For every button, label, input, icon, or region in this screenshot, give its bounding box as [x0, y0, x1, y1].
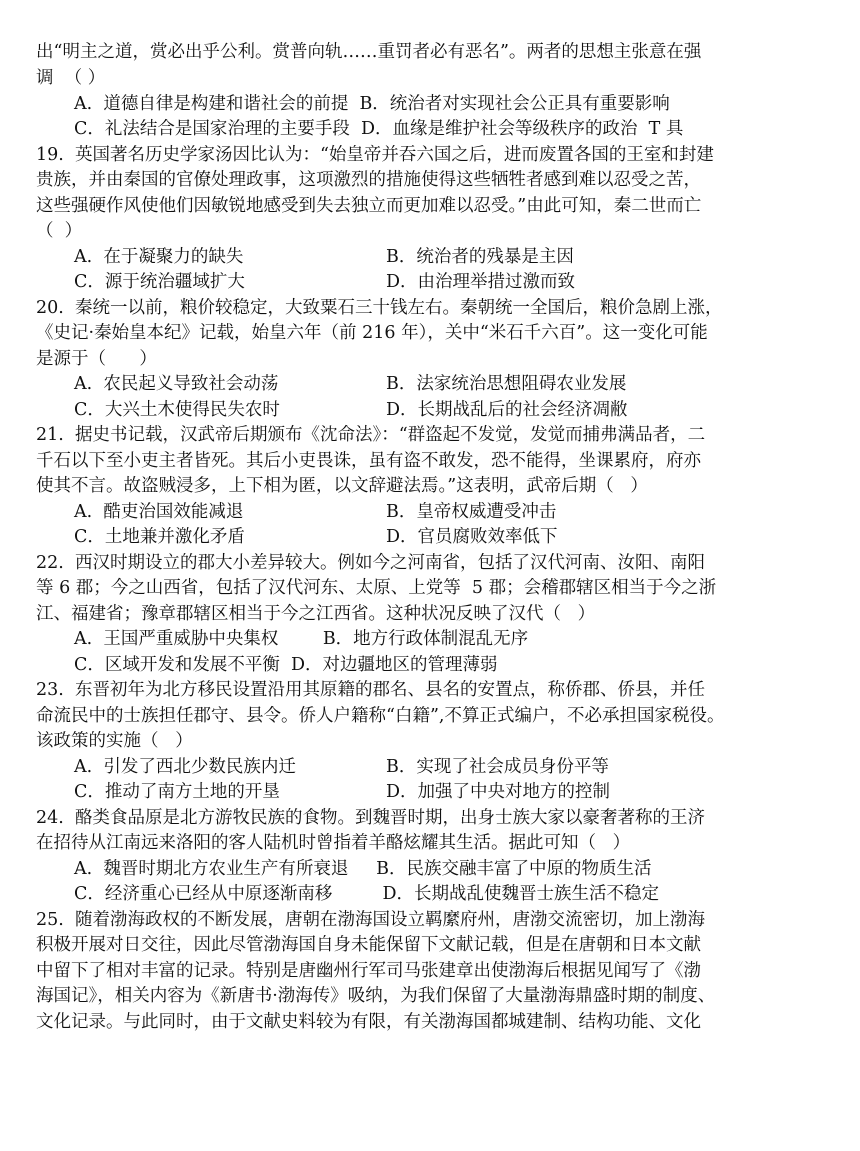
text-line: 积极开展对日交往，因此尽管渤海国自身未能保留下文献记载，但是在唐朝和日本文献 [36, 935, 701, 955]
option-line: A. 王国严重威胁中央集权 B．地方行政体制混乱无序 [74, 629, 529, 649]
text-line: 该政策的实施（ ） [36, 731, 193, 751]
text-line: 江、福建省；豫章郡辖区相当于今之江西省。这种状况反映了汉代（ ） [36, 604, 596, 624]
text-line: 海国记》，相关内容为《新唐书·渤海传》吸纳，为我们保留了大量渤海鼎盛时期的制度、 [36, 986, 716, 1006]
question-24-stem: 24. 酪类食品原是北方游牧民族的食物。到魏晋时期，出身士族大家以豪奢著称的王济 [36, 808, 705, 828]
option-a: A. 酷吏治国效能减退 [74, 502, 244, 522]
text-line: 使其不言。故盗贼浸多，上下相为匿，以文辞避法焉。”这表明，武帝后期（ ） [36, 476, 648, 496]
option-line: C．礼法结合是国家治理的主要手段 D．血缘是维护社会等级秩序的政治 T 具 [74, 119, 684, 139]
option-c: C．大兴土木使得民失农时 [74, 400, 280, 420]
text-line: 命流民中的士族担任郡守、县令。侨人户籍称“白籍”,不算正式编户，不必承担国家税役。 [36, 706, 725, 726]
text-line: 出“明主之道，赏必出乎公利。赏普向轨……重罚者必有恶名”。两者的思想主张意在强 [36, 42, 702, 62]
option-c: C．土地兼并激化矛盾 [74, 527, 245, 547]
option-d: D．长期战乱后的社会经济凋敝 [386, 400, 628, 420]
text-line: 等 6 郡；今之山西省，包括了汉代河东、太原、上党等 5 郡；会稽郡辖区相当于今之浙 [36, 578, 717, 598]
question-21-stem: 21. 据史书记载，汉武帝后期颁布《沈命法》：“群盗起不发觉，发觉而捕弗满品者，二 [36, 425, 706, 445]
option-b: B．法家统治思想阻碍农业发展 [386, 374, 627, 394]
option-c: C．源于统治疆域扩大 [74, 272, 245, 292]
option-a: A. 农民起义导致社会动荡 [74, 374, 279, 394]
option-a: A. 在于凝聚力的缺失 [74, 247, 244, 267]
option-a: A. 引发了西北少数民族内迁 [74, 757, 296, 777]
option-c: C．推动了南方土地的开垦 [74, 782, 280, 802]
option-b: B．皇帝权威遭受冲击 [386, 502, 557, 522]
option-line: C．区域开发和发展不平衡 D．对边疆地区的管理薄弱 [74, 655, 498, 675]
text-line: 贵族，并由秦国的官僚处理政事，这项激烈的措施使得这些牺牲者感到难以忍受之苦， [36, 170, 701, 190]
option-line: A. 魏晋时期北方农业生产有所衰退 B．民族交融丰富了中原的物质生活 [74, 859, 652, 879]
option-b: B．统治者的残暴是主因 [386, 247, 574, 267]
question-20-stem: 20. 秦统一以前，粮价较稳定，大致粟石三十钱左右。秦朝统一全国后，粮价急剧上涨， [36, 298, 723, 318]
question-19-stem: 19. 英国著名历史学家汤因比认为：“始皇帝并吞六国之后，进而废置各国的王室和封建 [36, 145, 714, 165]
question-22-stem: 22. 西汉时期设立的郡大小差异较大。例如今之河南省，包括了汉代河南、汝阳、南阳 [36, 553, 705, 573]
option-line: A. 道德自律是构建和谐社会的前提 B．统治者对实现社会公正具有重要影响 [74, 94, 670, 114]
text-line: 千石以下至小吏主者皆死。其后小吏畏诛，虽有盗不敢发，恐不能得，坐课累府，府亦 [36, 451, 701, 471]
text-line: 这些强硬作风使他们因敏锐地感受到失去独立而更加难以忍受。”由此可知，秦二世而亡 [36, 196, 702, 216]
text-line: （ ） [36, 221, 83, 241]
option-d: D．加强了中央对地方的控制 [386, 782, 611, 802]
option-line: C．经济重心已经从中原逐渐南移 D．长期战乱使魏晋士族生活不稳定 [74, 884, 659, 904]
text-line: 是源于（ ） [36, 349, 157, 369]
text-line: 文化记录。与此同时，由于文献史料较为有限，有关渤海国都城建制、结构功能、文化 [36, 1012, 701, 1032]
option-d: D．官员腐败效率低下 [386, 527, 558, 547]
question-23-stem: 23. 东晋初年为北方移民设置沿用其原籍的郡名、县名的安置点，称侨郡、侨县，并任 [36, 680, 705, 700]
text-line: 调 （ ） [36, 68, 106, 88]
text-line: 在招待从江南远来洛阳的客人陆机时曾指着羊酪炫耀其生活。据此可知（ ） [36, 833, 631, 853]
text-line: 中留下了相对丰富的记录。特别是唐幽州行军司马张建章出使渤海后根据见闻写了《渤 [36, 961, 701, 981]
question-25-stem: 25. 随着渤海政权的不断发展，唐朝在渤海国设立羁縻府州，唐渤交流密切，加上渤海 [36, 910, 705, 930]
text-line: 《史记·秦始皇本纪》记载，始皇六年（前 216 年），关中“米石千六百”。这一变化可能 [36, 323, 708, 343]
option-d: D．由治理举措过激而致 [386, 272, 576, 292]
option-b: B．实现了社会成员身份平等 [386, 757, 609, 777]
